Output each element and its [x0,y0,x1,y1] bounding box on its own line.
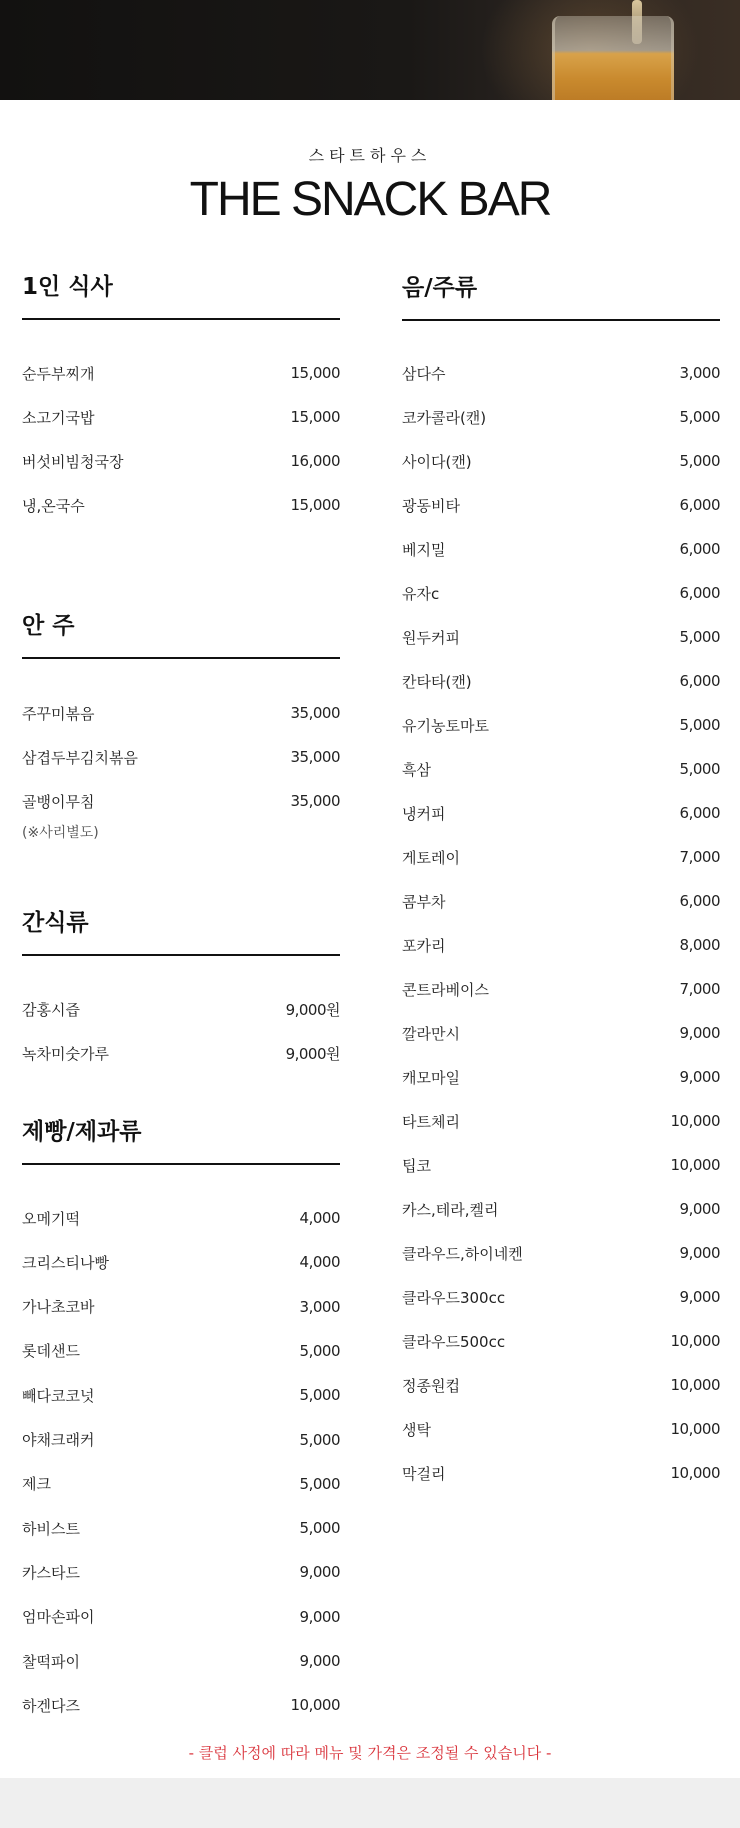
menu-item-name: 클라우드500cc [402,1332,506,1351]
menu-item [402,1462,720,1484]
menu-item [402,538,720,560]
menu-item-price: 4,000 [299,1209,340,1227]
menu-item-price: 9,000원 [285,1000,340,1019]
menu-item [402,406,720,428]
menu-item-price: 15,000 [290,496,340,514]
menu-item [402,670,720,692]
menu-item-price: 10,000 [670,1332,720,1350]
menu-item-price: 10,000 [670,1156,720,1174]
menu-item-name: 야채크래커 [22,1431,95,1449]
menu-item-price: 9,000 [299,1652,340,1670]
menu-item-name: 유자c [402,584,440,603]
menu-item-price: 10,000 [290,1696,340,1715]
menu-item-name: 냉커피 [402,804,446,823]
menu-item [22,494,340,516]
menu-item-name: 주꾸미볶음 [22,704,95,723]
footer-band [0,1778,740,1828]
menu-item [22,1473,340,1495]
menu-item-price: 9,000 [299,1563,340,1582]
menu-item-name: 골뱅이무침 [22,792,95,811]
menu-item-price: 7,000 [679,848,720,866]
section-title-snack: 간식류 [22,908,340,956]
hero-image [0,0,740,100]
menu-item-name: 포카리 [402,936,446,955]
menu-item-name: 막걸리 [402,1464,446,1483]
menu-item-name: 오메기떡 [22,1209,80,1228]
menu-item-name: 순두부찌개 [22,364,95,383]
menu-item [402,362,720,384]
menu-item [402,1330,720,1352]
menu-item [22,362,340,384]
menu-item-price: 3,000 [679,364,720,382]
menu-note: (※사리별도) [22,825,99,841]
menu-item-price: 35,000 [290,704,340,722]
menu-item-name: 광동비타 [402,496,460,515]
section-anju [22,611,340,841]
menu-item [402,1066,720,1088]
menu-item [22,702,340,724]
menu-item-name: 찰떡파이 [22,1652,80,1671]
menu-item [22,1517,340,1539]
menu-item [22,1340,340,1362]
menu-item-price: 6,000 [679,540,720,558]
menu-item [402,846,720,868]
menu-item [402,1110,720,1132]
menu-item-name: 소고기국밥 [22,408,95,427]
menu-item [22,1429,340,1451]
menu-item [402,1374,720,1396]
menu-item-price: 10,000 [670,1464,720,1482]
menu-item-price: 9,000원 [285,1044,340,1063]
menu-item [402,494,720,516]
menu-item-price: 15,000 [290,364,340,382]
menu-item-price: 16,000 [290,452,340,470]
menu-item [22,790,340,812]
menu-item-price: 5,000 [299,1474,340,1493]
menu-item [402,1198,720,1220]
menu-item [402,1286,720,1308]
menu-item [22,746,340,768]
menu-item-price: 9,000 [679,1244,720,1262]
menu-item-name: 원두커피 [402,628,460,647]
menu-item-price: 9,000 [679,1024,720,1042]
menu-item-name: 클라우드,하이네켄 [402,1244,523,1263]
menu-item [402,890,720,912]
menu-item-price: 35,000 [290,748,340,766]
menu-item-name: 카스타드 [22,1563,80,1582]
menu-item-name: 가나초코바 [22,1298,95,1317]
menu-item-name: 콤부차 [402,892,446,911]
menu-item-price: 5,000 [679,452,720,470]
menu-item [402,934,720,956]
section-title-bakery: 제빵/제과류 [22,1117,340,1165]
section-drinks [402,273,720,1483]
menu-item [402,1154,720,1176]
menu-item-price: 35,000 [290,792,340,810]
menu-item-name: 코카콜라(캔) [402,408,487,427]
menu-item [402,1242,720,1264]
menu-item-price: 3,000 [299,1297,340,1316]
menu-item [402,802,720,824]
menu-item-name: 칸타타(캔) [402,672,472,691]
menu-item [22,1384,340,1406]
menu-item [402,1418,720,1440]
beer-glass-image [552,16,674,100]
menu-item-price: 6,000 [679,804,720,822]
price-disclaimer: - 클럽 사정에 따라 메뉴 및 가격은 조정될 수 있습니다 - [188,1744,552,1762]
menu-item [22,1207,340,1229]
menu-item-price: 10,000 [670,1376,720,1394]
menu-item-name: 팁코 [402,1156,431,1175]
menu-item-name: 게토레이 [402,848,460,867]
page-title: THE SNACK BAR [189,173,551,226]
menu-item [22,450,340,472]
menu-item-price: 9,000 [679,1068,720,1086]
menu-item-price: 5,000 [679,628,720,646]
menu-item-price: 5,000 [299,1341,340,1360]
menu-item [22,1042,340,1064]
menu-item-name: 냉,온국수 [22,496,85,515]
menu-item [402,626,720,648]
menu-item [22,1606,340,1628]
section-title-anju: 안 주 [22,611,340,659]
section-snack [22,908,340,1063]
menu-item-name: 유기농토마토 [402,716,489,735]
menu-item-name: 삼겹두부김치볶음 [22,748,138,767]
menu-item-price: 5,000 [679,716,720,734]
menu-item-name: 카스,테라,켈리 [402,1200,499,1219]
brand-name: 스타트하우스 [308,146,432,165]
menu-item-name: 타트체리 [402,1112,460,1131]
menu-item [402,978,720,1000]
menu-item [402,582,720,604]
menu-item-name: 캐모마일 [402,1068,460,1087]
menu-item-name: 하겐다즈 [22,1696,80,1715]
section-meal [22,272,340,515]
menu-item [22,1694,340,1716]
menu-item-price: 15,000 [290,408,340,426]
menu-item-name: 깔라만시 [402,1024,460,1043]
menu-item-price: 5,000 [299,1386,340,1405]
menu-item-name: 정종원컵 [402,1376,460,1395]
section-title-meal: 1인 식사 [22,272,340,320]
menu-item-price: 9,000 [299,1607,340,1626]
menu-item-price: 6,000 [679,584,720,602]
menu-item [402,450,720,472]
menu-item-name: 콘트라베이스 [402,980,489,999]
menu-item-name: 제크 [22,1475,51,1494]
menu-item [402,714,720,736]
menu-item-name: 버섯비빔청국장 [22,452,124,471]
menu-item [22,1561,340,1583]
menu-item-name: 녹차미숫가루 [22,1044,109,1063]
menu-item-price: 6,000 [679,496,720,514]
menu-item-name: 하비스트 [22,1519,80,1538]
menu-item-name: 삼다수 [402,364,446,383]
menu-item-price: 6,000 [679,672,720,690]
menu-item-price: 10,000 [670,1112,720,1130]
menu-item-price: 8,000 [679,936,720,954]
menu-item-price: 5,000 [299,1430,340,1449]
menu-item-name: 베지밀 [402,540,446,559]
menu-item [402,1022,720,1044]
menu-item-name: 사이다(캔) [402,452,472,471]
section-bakery [22,1117,340,1715]
menu-item-name: 감홍시즙 [22,1000,80,1019]
menu-item-name: 흑삼 [402,760,431,779]
menu-item [22,1650,340,1672]
menu-item-name: 빼다코코넛 [22,1386,95,1405]
menu-item-price: 9,000 [679,1288,720,1306]
menu-item-price: 6,000 [679,892,720,910]
menu-item-price: 7,000 [679,980,720,998]
menu-item [22,1296,340,1318]
menu-item-price: 4,000 [299,1253,340,1272]
menu-item-price: 5,000 [299,1519,340,1538]
menu-item [22,1251,340,1273]
menu-item [22,998,340,1020]
menu-item-price: 5,000 [679,408,720,426]
menu-item-price: 9,000 [679,1200,720,1218]
menu-item-price: 5,000 [679,760,720,778]
menu-item [22,406,340,428]
menu-item-name: 생탁 [402,1420,431,1439]
menu-item-name: 클라우드300cc [402,1288,506,1307]
menu-item-name: 엄마손파이 [22,1608,95,1627]
menu-item [402,758,720,780]
section-title-drinks: 음/주류 [402,273,720,321]
menu-item-price: 10,000 [670,1420,720,1438]
menu-item-name: 롯데샌드 [22,1342,80,1361]
menu-item-name: 크리스티나빵 [22,1253,109,1272]
